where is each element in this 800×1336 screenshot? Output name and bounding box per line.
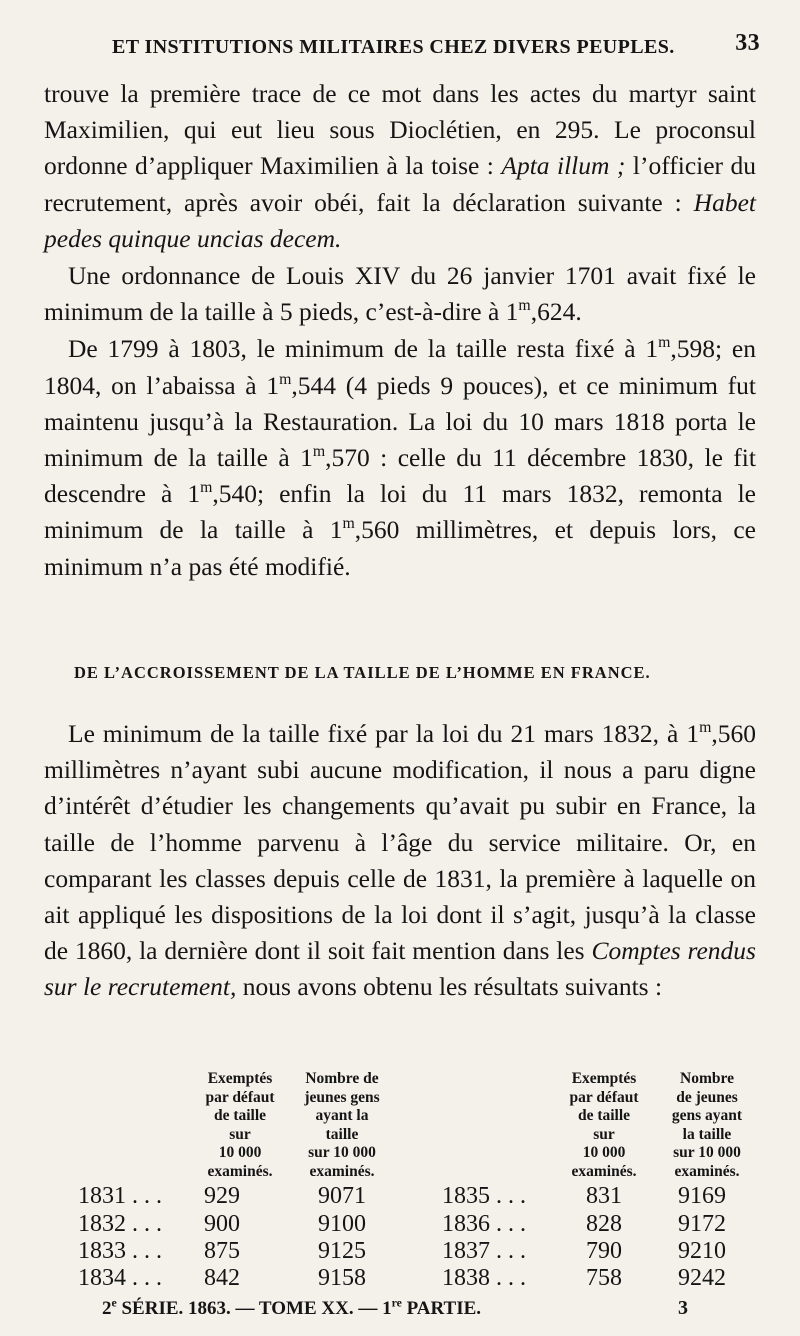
table-row-year: 1837 . . . — [442, 1238, 526, 1264]
paragraph-4: Le minimum de la taille fixé par la loi du 21 mars 1832, à 1$^m$,560 millimètres n’ayant subi aucune modification, il nous a paru digne d’intérêt d’étudier les changements qu’avait pu subir en France, la taille de l’homme parvenu à l’âge du service militaire. Or, en comparant les classes depuis celle de 1831, la première à laquelle on ait appliqué les dispositions de la loi dont il s’agit, jusqu’à la classe de 1860, la dernière dont il soit fait mention dans les Comptes rendus sur le recrutement, nous avons obtenu les résultats suivants : — [44, 719, 756, 1002]
table-cell-count: 9100 — [318, 1211, 366, 1237]
page-number: 33 — [735, 30, 760, 56]
table-cell-count: 9071 — [318, 1183, 366, 1209]
table-cell-exempt: 790 — [586, 1238, 622, 1264]
paragraph-2: Une ordonnance de Louis XIV du 26 janvier 1701 avait fixé le minimum de la taille à 5 pieds, c’est-à-dire à 1$^m$,624. — [44, 261, 756, 327]
table-cell-count: 9210 — [678, 1238, 726, 1264]
running-title: ET INSTITUTIONS MILITAIRES CHEZ DIVERS PEUPLES. — [112, 36, 675, 58]
table-row-year: 1834 . . . — [78, 1265, 162, 1291]
right-exempt-header: Exemptés par défaut de taille sur 10 000 examinés. — [569, 1070, 639, 1180]
table-cell-count: 9169 — [678, 1183, 726, 1209]
table-cell-exempt: 758 — [586, 1265, 622, 1291]
right-count-header: Nombre de jeunes gens ayant la taille sur 10 000 examinés. — [671, 1070, 743, 1180]
body-text-lower — [44, 716, 756, 1006]
left-exempt-header: Exemptés par défaut de taille sur 10 000 examinés. — [205, 1070, 275, 1180]
paragraph-1: trouve la première trace de ce mot dans les actes du martyr saint Maximilien, qui eut lieu sous Dioclétien, en 295. Le proconsul ordonne d’appliquer Maximilien à la toise : Apta illum ; l’officier du recrutement, après avoir obéi, fait la déclaration suivante : Habet pedes quinque uncias decem. — [44, 79, 756, 253]
table-cell-exempt: 828 — [586, 1211, 622, 1237]
table-cell-exempt: 875 — [204, 1238, 240, 1264]
table-cell-exempt: 842 — [204, 1265, 240, 1291]
table-row-year: 1831 . . . — [78, 1183, 162, 1209]
table-cell-count: 9125 — [318, 1238, 366, 1264]
table-row-year: 1833 . . . — [78, 1238, 162, 1264]
table-row-year: 1832 . . . — [78, 1211, 162, 1237]
paragraph-3: De 1799 à 1803, le minimum de la taille resta fixé à 1$^m$,598; en 1804, on l’abaissa à 1$^m$,544 (4 pieds 9 pouces), et ce minimum fut maintenu jusqu’à la Restauration. La loi du 10 mars 1818 porta le minimum de la taille à 1$^m$,570 : celle du 11 décembre 1830, le fit descendre à 1$^m$,540; enfin la loi du 11 mars 1832, remonta le minimum de la taille à 1$^m$,560 millimètres, et depuis lors, ce minimum n’a pas été modifié. — [44, 334, 757, 581]
table-cell-count: 9172 — [678, 1211, 726, 1237]
table-cell-exempt: 831 — [586, 1183, 622, 1209]
table-cell-exempt: 929 — [204, 1183, 240, 1209]
table-cell-count: 9242 — [678, 1265, 726, 1291]
table-row-year: 1835 . . . — [442, 1183, 526, 1209]
left-count-header: Nombre de jeunes gens ayant la taille sur 10 000 examinés. — [304, 1070, 380, 1180]
body-text-upper — [44, 76, 756, 585]
table-cell-count: 9158 — [318, 1265, 366, 1291]
table-row-year: 1838 . . . — [442, 1265, 526, 1291]
section-title: DE L’ACCROISSEMENT DE LA TAILLE DE L’HOMME EN FRANCE. — [74, 663, 651, 682]
table-row-year: 1836 . . . — [442, 1211, 526, 1237]
table-cell-exempt: 900 — [204, 1211, 240, 1237]
signature-mark: 3 — [678, 1297, 688, 1319]
page-footer: 2e SÉRIE. 1863. — TOME XX. — 1re PARTIE. — [102, 1296, 482, 1319]
